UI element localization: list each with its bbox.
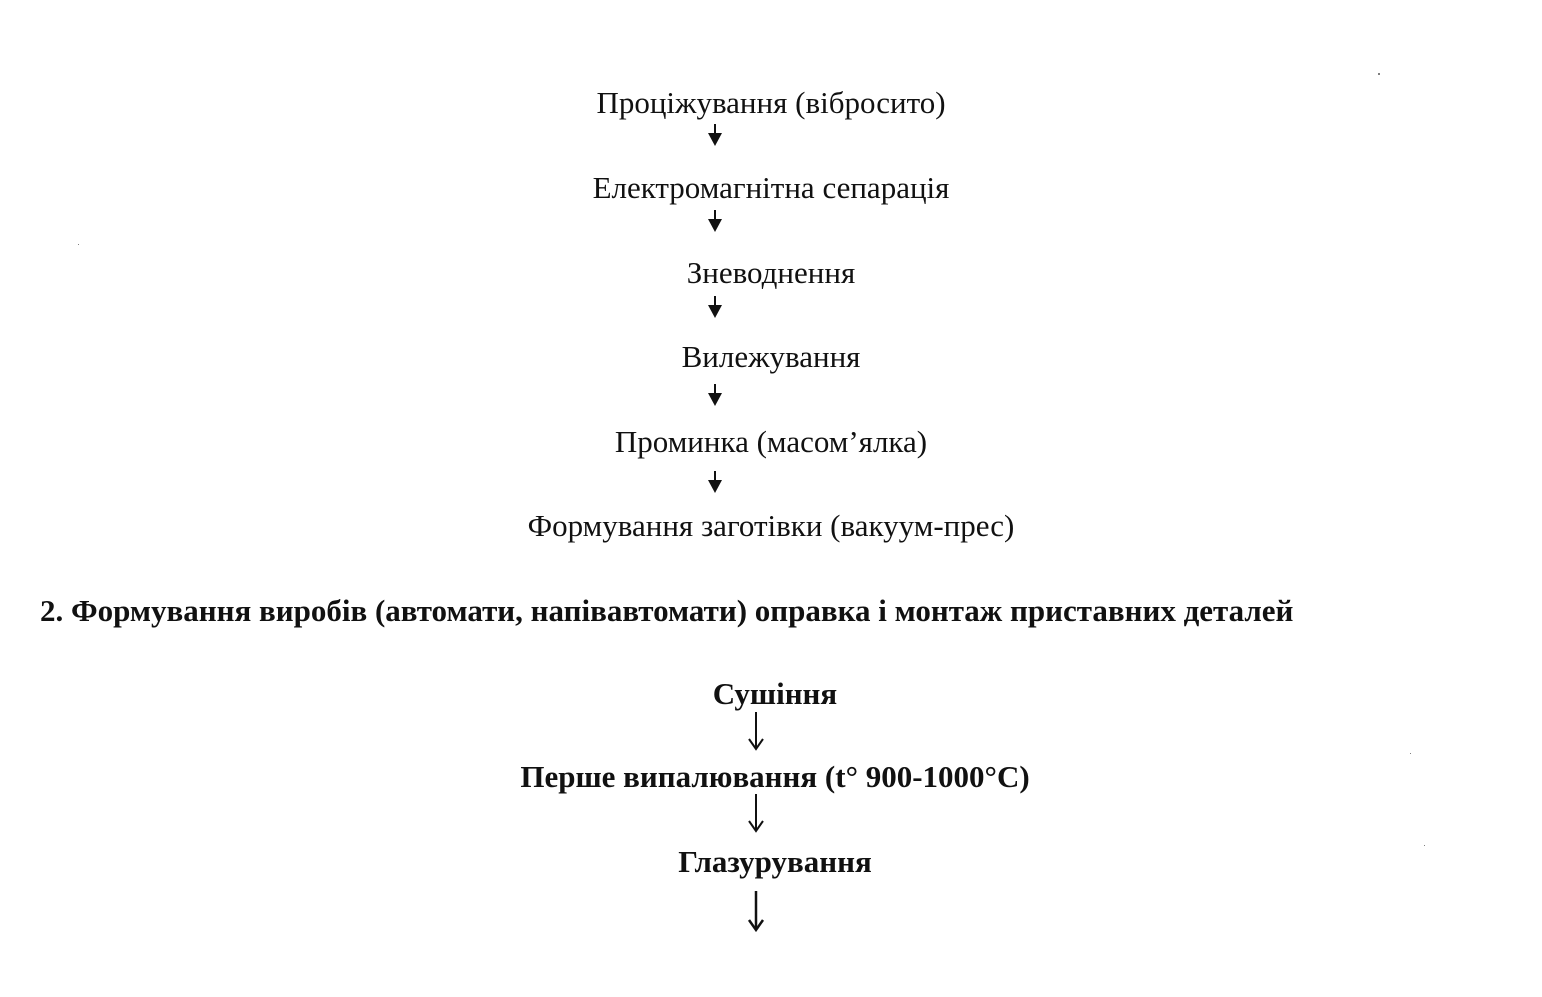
scan-speck (78, 244, 79, 245)
arrow-down-icon (748, 712, 764, 752)
step-formuvannia-zahotivky: Формування заготівки (вакуум-прес) (527, 508, 1015, 543)
arrow-down-icon (707, 210, 723, 234)
step-znevodnennia: Зневоднення (686, 255, 856, 290)
step-separatsiia: Електромагнітна сепарація (592, 170, 950, 205)
section-heading: 2. Формування виробів (автомати, напівавтомати) оправка і монтаж приставних деталей (40, 593, 1294, 628)
scan-speck (1378, 73, 1380, 75)
scan-speck (1410, 753, 1411, 754)
step-promynka: Проминка (масом’ялка) (614, 424, 928, 459)
arrow-down-icon (707, 124, 723, 148)
step-sushinnia: Сушіння (712, 676, 838, 711)
step-pershe-vypaliuvannia: Перше випалювання (t° 900-1000°C) (520, 759, 1030, 794)
arrow-down-icon (707, 471, 723, 495)
step-prociuvannia: Проціжування (вібросито) (596, 85, 946, 120)
arrow-down-icon (707, 384, 723, 408)
scan-speck (1424, 845, 1425, 846)
step-vylezhuvannia: Вилежування (681, 339, 861, 374)
arrow-down-icon (748, 794, 764, 834)
arrow-down-icon (707, 296, 723, 320)
arrow-down-icon (748, 891, 764, 933)
step-hlazuruvannia: Глазурування (678, 844, 872, 879)
